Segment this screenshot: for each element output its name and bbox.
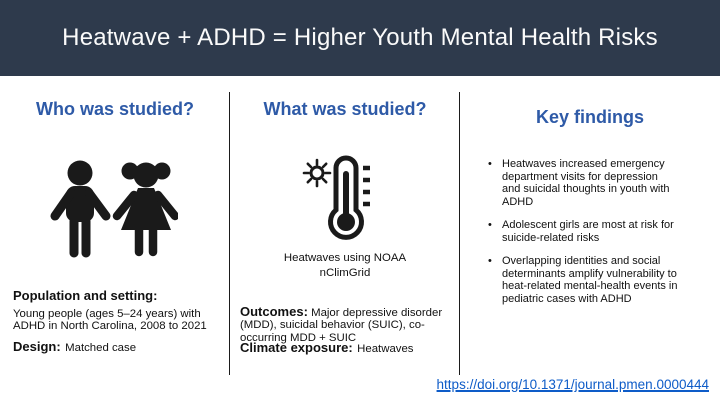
outcomes-text: Major depressive disorder (MDD), suicidal behavior (SUIC), co-occurring MDD + SUIC: [240, 307, 443, 344]
finding-bullet: • Adolescent girls are most at risk for suicide-related risks: [487, 219, 679, 244]
who-header: Who was studied?: [35, 99, 194, 119]
thermometer-sun-icon: [302, 152, 372, 253]
outcomes-label: Outcomes:: [240, 304, 308, 319]
design-label: Design:: [13, 339, 61, 354]
slide-title: Heatwave + ADHD = Higher Youth Mental Health Risks: [62, 24, 658, 51]
population-text: Young people (ages 5–24 years) with ADHD in North Carolina, 2008 to 2021: [13, 308, 207, 333]
findings-header: Key findings: [535, 107, 644, 127]
finding-bullet: • Heatwaves increased emergency department visits for depression and suicidal thoughts in youth with ADHD: [487, 158, 679, 208]
children-icon: [49, 159, 178, 268]
climate-exposure-line: [240, 339, 455, 357]
title-banner: [0, 0, 720, 76]
finding-bullet: • Overlapping identities and social determinants amplify vulnerability to heat-related mental-health events in pediatric cases with ADHD: [487, 255, 679, 305]
design-line: [13, 338, 223, 356]
population-label: Population and setting:: [13, 288, 158, 303]
doi-link[interactable]: https://doi.org/10.1371/journal.pmen.0000444: [436, 377, 709, 392]
what-header: What was studied?: [263, 99, 427, 119]
key-findings-list: [487, 158, 679, 316]
climate-text: Heatwaves: [357, 343, 414, 355]
population-and-setting: [13, 288, 221, 333]
caption-line-1: Heatwaves using NOAA: [283, 252, 407, 264]
design-text: Matched case: [65, 342, 137, 354]
exposure-caption: [230, 251, 460, 282]
column-divider-left: [229, 92, 230, 375]
column-divider-right: [459, 92, 460, 375]
climate-label: Climate exposure:: [240, 340, 353, 355]
caption-line-2: nClimGrid: [319, 267, 371, 280]
